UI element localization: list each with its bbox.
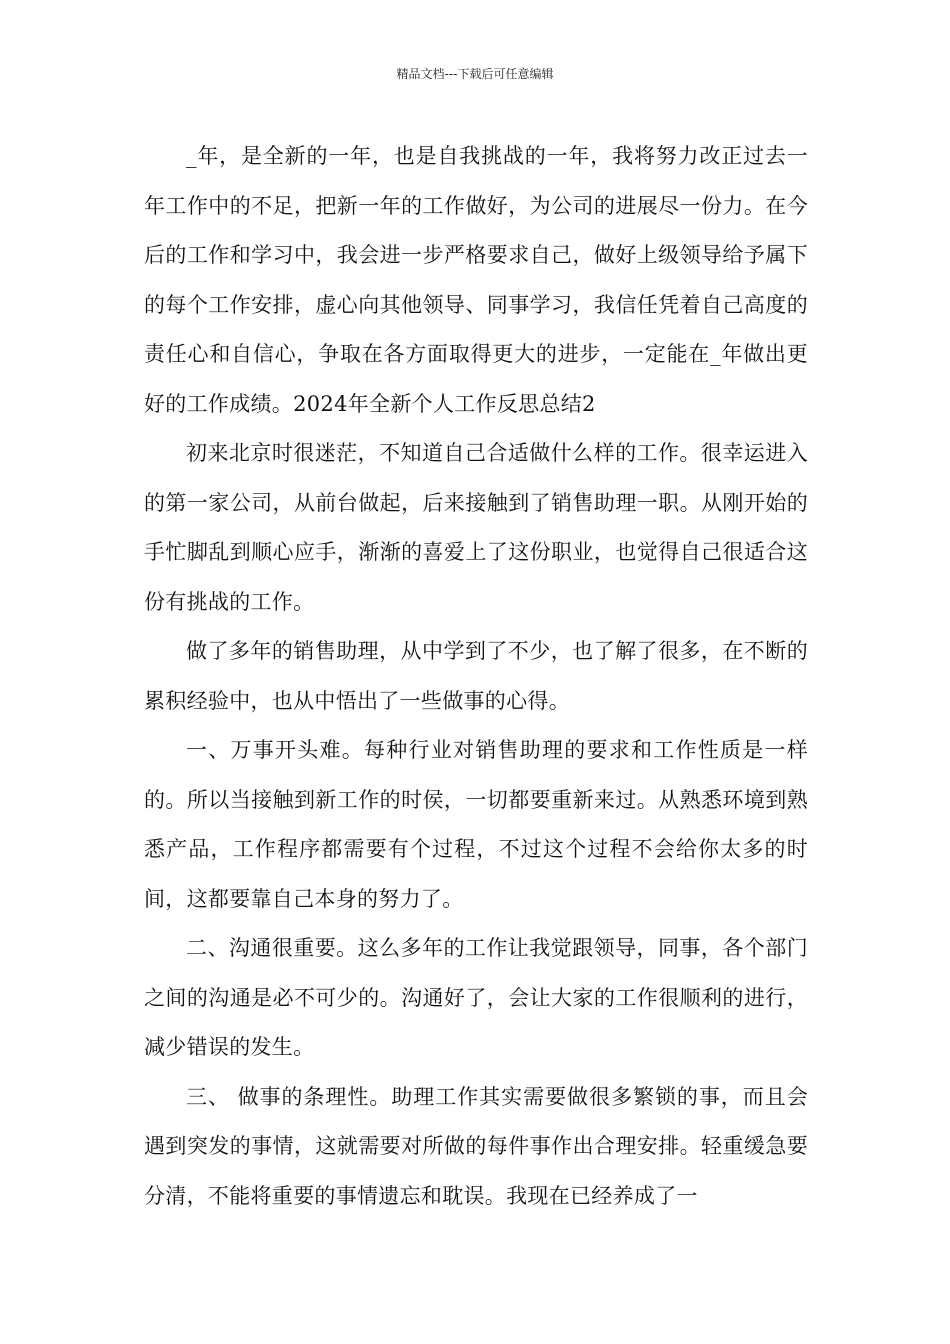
paragraph: 二、沟通很重要。这么多年的工作让我觉跟领导，同事，各个部门之间的沟通是必不可少的。沟通好了，会让大家的工作很顺利的进行，减少错误的发生。	[144, 936, 808, 1059]
document-body	[144, 132, 808, 1221]
paragraph: 三、 做事的条理性。助理工作其实需要做很多繁锁的事，而且会遇到突发的事情，这就需要对所做的每件事作出合理安排。轻重缓急要分清，不能将重要的事情遗忘和耽误。我现在已经养成了一	[144, 1084, 808, 1208]
paragraph: _年，是全新的一年，也是自我挑战的一年，我将努力改正过去一年工作中的不足，把新一年的工作做好，为公司的进展尽一份力。在今后的工作和学习中，我会进一步严格要求自己，做好上级领导给予属下的每个工作安排，虚心向其他领导、同事学习，我信任凭着自己高度的责任心和自信心，争取在各方面取得更大的进步，一定能在_年做出更好的工作成绩。2024年全新个人工作反思总结2	[144, 144, 808, 416]
paragraph: 初来北京时很迷茫，不知道自己合适做什么样的工作。很幸运进入的第一家公司，从前台做起，后来接触到了销售助理一职。从刚开始的手忙脚乱到顺心应手，渐渐的喜爱上了这份职业，也觉得自己很适合这份有挑战的工作。	[144, 441, 808, 614]
paragraph: 做了多年的销售助理，从中学到了不少，也了解了很多，在不断的累积经验中，也从中悟出了一些做事的心得。	[144, 639, 808, 713]
paragraph: 一、万事开头难。每种行业对销售助理的要求和工作性质是一样的。所以当接触到新工作的时侯，一切都要重新来过。从熟悉环境到熟悉产品，工作程序都需要有个过程，不过这个过程不会给你太多的时间，这都要靠自己本身的努力了。	[144, 738, 808, 911]
page-header: 精品文档---下载后可任意编辑	[396, 67, 554, 81]
